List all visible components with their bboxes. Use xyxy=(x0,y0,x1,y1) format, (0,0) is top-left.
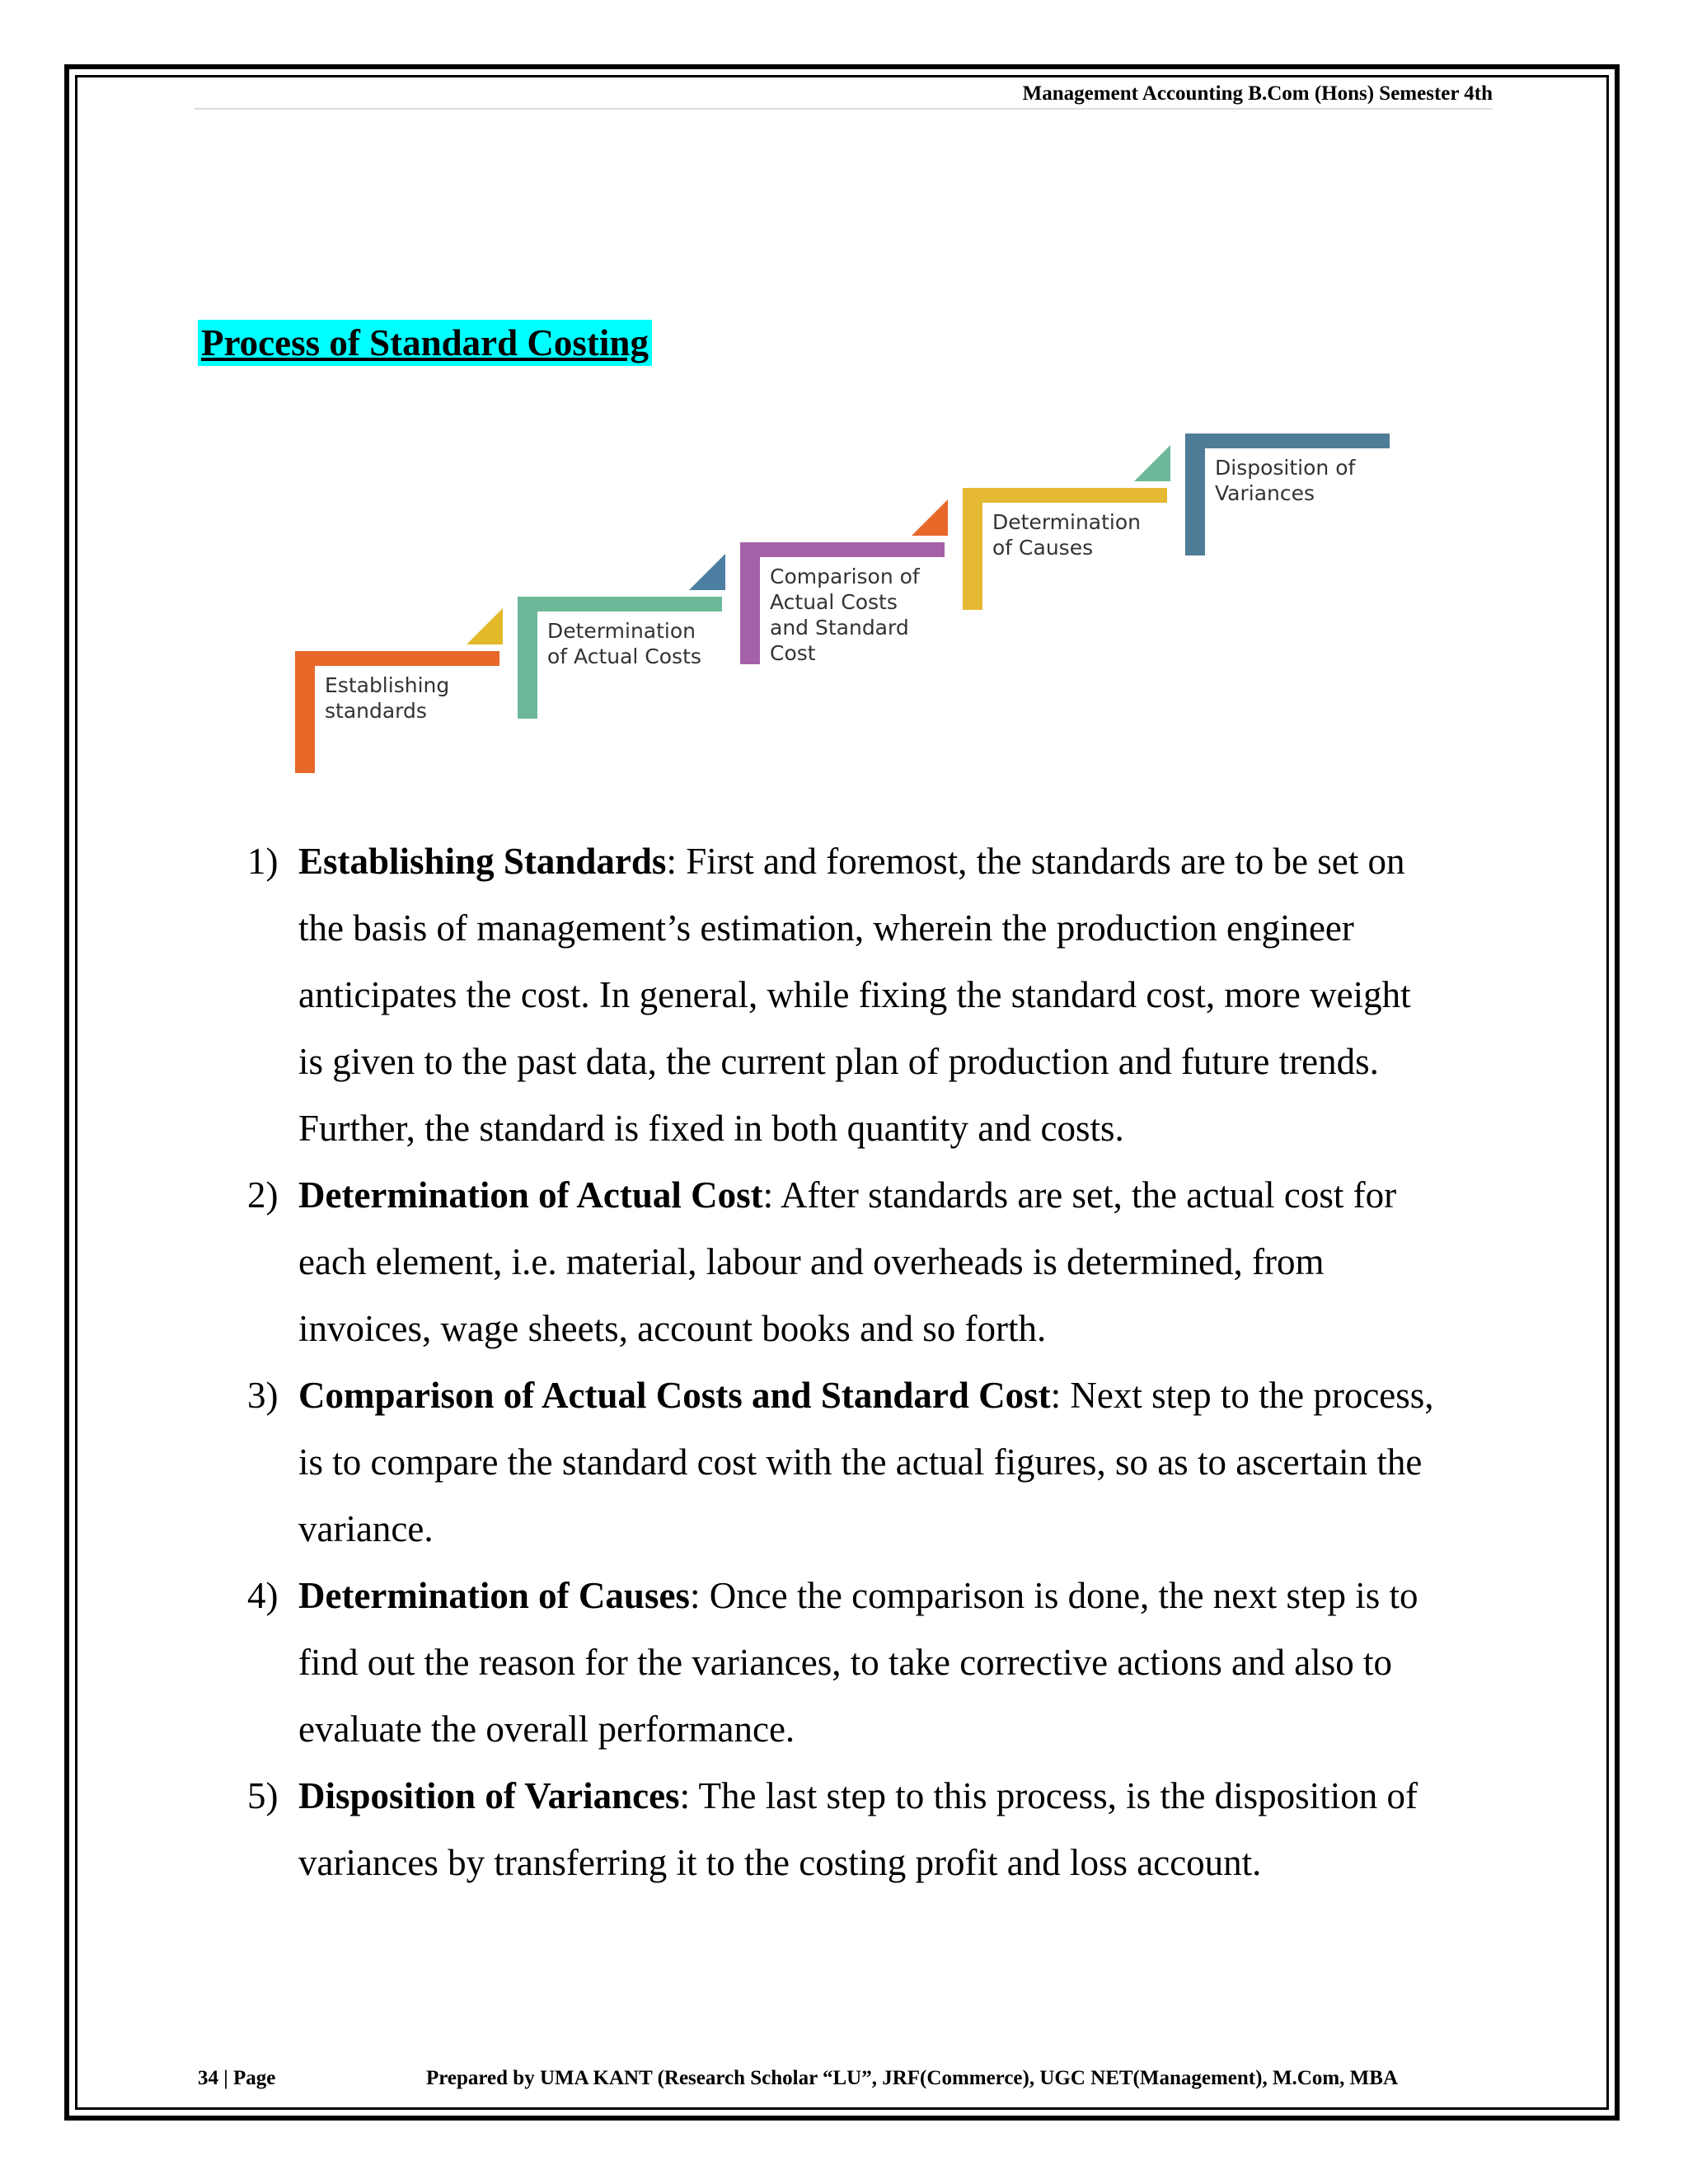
step-label: Cost xyxy=(770,641,816,665)
list-item xyxy=(247,1362,1500,1563)
list-item xyxy=(247,1763,1500,1896)
step-arrow-icon xyxy=(689,554,725,590)
list-item-text-line: invoices, wage sheets, account books and so forth. xyxy=(298,1308,1047,1349)
step-label: standards xyxy=(325,699,427,723)
step-label: of Causes xyxy=(992,536,1094,560)
list-item xyxy=(247,828,1500,1162)
list-item-text-line: variance. xyxy=(298,1508,434,1549)
list-item-text-line: evaluate the overall performance. xyxy=(298,1708,795,1750)
step-stem xyxy=(740,542,760,664)
process-step xyxy=(740,499,948,665)
step-label: Disposition of xyxy=(1215,456,1356,480)
list-item-text-line: is given to the past data, the current plan of production and future trends. xyxy=(298,1041,1379,1082)
step-arrow-icon xyxy=(1134,445,1170,481)
step-label: Determination xyxy=(547,619,696,643)
list-item xyxy=(247,1162,1500,1362)
list-item-text-line: : First and foremost, the standards are to be set on xyxy=(666,841,1405,882)
list-item-number: 4) xyxy=(247,1575,279,1616)
list-item-term: Determination of Actual Cost xyxy=(298,1174,763,1216)
running-header: Management Accounting B.Com (Hons) Semester 4th xyxy=(195,80,1493,110)
list-item-text-line: Further, the standard is fixed in both quantity and costs. xyxy=(298,1108,1124,1149)
list-item-number: 5) xyxy=(247,1775,279,1816)
list-item-number: 3) xyxy=(247,1375,279,1416)
list-item-text-line: the basis of management’s estimation, wherein the production engineer xyxy=(298,907,1354,949)
list-item-number: 2) xyxy=(247,1174,279,1216)
step-stem xyxy=(1185,434,1205,555)
list-item-text-line: : Once the comparison is done, the next step is to xyxy=(689,1575,1418,1616)
step-label: Establishing xyxy=(325,673,450,697)
step-arrow-icon xyxy=(467,608,503,644)
list-item-text-line: : After standards are set, the actual cost for xyxy=(762,1174,1397,1216)
step-bar xyxy=(963,488,1167,503)
page-footer xyxy=(198,2064,1484,2093)
step-label: Determination xyxy=(992,510,1142,534)
list-item-term: Establishing Standards xyxy=(298,841,667,882)
section-title: Process of Standard Costing xyxy=(198,320,652,366)
step-label: Variances xyxy=(1215,481,1315,505)
process-step xyxy=(963,445,1170,610)
list-item-term: Determination of Causes xyxy=(298,1575,690,1616)
step-label: Actual Costs xyxy=(770,590,898,614)
step-bar xyxy=(518,597,722,612)
author-credit: Prepared by UMA KANT (Research Scholar “LU”, JRF(Commerce), UGC NET(Management), M.Com, MBA xyxy=(426,2067,1399,2089)
list-item-term: Comparison of Actual Costs and Standard Cost xyxy=(298,1375,1051,1416)
step-stem xyxy=(295,651,315,773)
process-step xyxy=(295,608,503,773)
list-item-text-line: anticipates the cost. In general, while fixing the standard cost, more weight xyxy=(298,974,1411,1015)
list-item-number: 1) xyxy=(247,841,279,882)
step-stem xyxy=(963,488,982,610)
step-label: of Actual Costs xyxy=(547,644,701,668)
step-bar xyxy=(1185,434,1390,448)
step-bar xyxy=(295,651,499,666)
step-stem xyxy=(518,597,537,719)
list-item-text-line: find out the reason for the variances, to take corrective actions and also to xyxy=(298,1642,1392,1683)
process-staircase-diagram xyxy=(280,412,1418,783)
step-label: and Standard xyxy=(770,616,909,640)
list-item-term: Disposition of Variances xyxy=(298,1775,680,1816)
list-item-text-line: : The last step to this process, is the disposition of xyxy=(679,1775,1418,1816)
list-item-text-line: : Next step to the process, xyxy=(1050,1375,1434,1416)
step-bar xyxy=(740,542,945,557)
step-label: Comparison of xyxy=(770,565,920,588)
page-number: 34 | Page xyxy=(198,2067,276,2089)
list-item-text-line: variances by transferring it to the costing profit and loss account. xyxy=(298,1842,1262,1883)
process-steps-list xyxy=(247,828,1500,1896)
list-item-text-line: is to compare the standard cost with the actual figures, so as to ascertain the xyxy=(298,1441,1423,1483)
list-item-text-line: each element, i.e. material, labour and overheads is determined, from xyxy=(298,1241,1325,1282)
step-arrow-icon xyxy=(912,499,948,536)
process-step xyxy=(518,554,725,719)
process-step xyxy=(1185,434,1390,555)
list-item xyxy=(247,1563,1500,1763)
